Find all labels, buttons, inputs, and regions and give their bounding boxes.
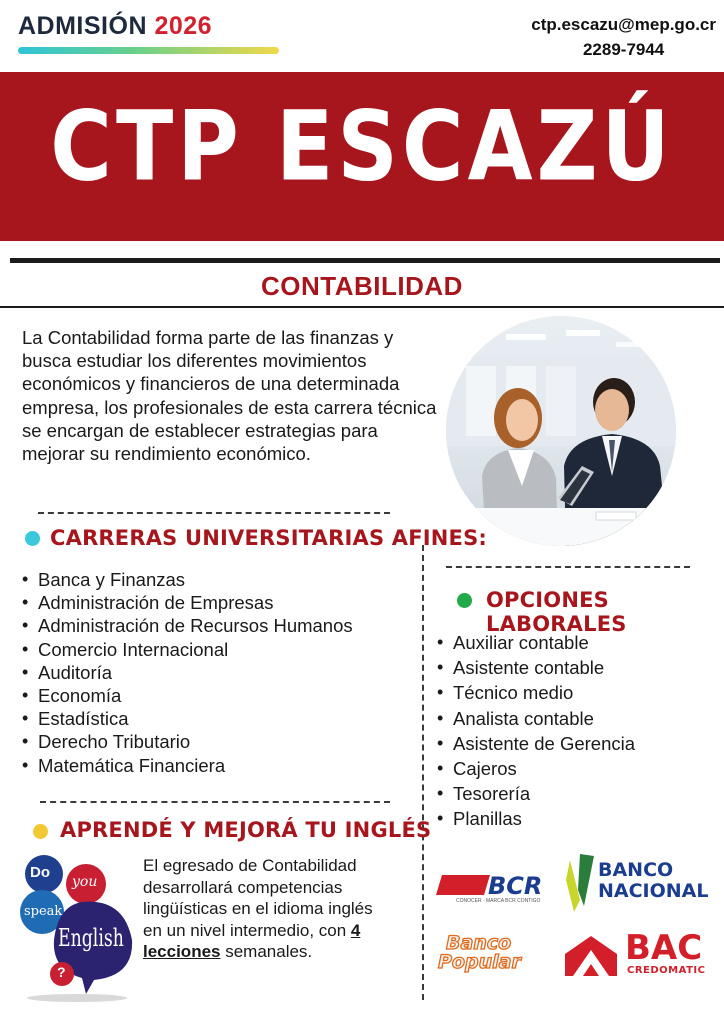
opciones-bullet-dot [457,593,472,608]
meeting-illustration [446,316,676,546]
banco-popular-line2: Popular [438,951,521,973]
admission-text: ADMISIÓN [18,12,147,40]
ingles-bullet-dot [33,824,48,839]
list-item: • Estadística [22,707,422,730]
ingles-text-after: semanales. [220,942,313,961]
bubble-you: you [72,874,98,890]
ingles-lessons: 4 lecciones [143,920,361,961]
banco-nacional-logo [566,850,710,912]
ingles-text-before: El egresado de Contabilidad desarrollará competencias lingüísticas en el idioma inglés en un nivel intermedio, con [143,856,373,940]
list-item: • Técnico medio [437,680,707,705]
list-item: • Banca y Finanzas [22,568,422,591]
contact-email[interactable]: ctp.escazu@mep.go.cr [531,15,716,34]
list-item: • Tesorería [437,781,707,806]
list-item: • Comercio Internacional [22,638,422,661]
divider-thin [0,306,724,308]
carreras-list [22,568,422,777]
banco-nacional-line1: BANCO [598,859,674,881]
ingles-heading: APRENDÉ Y MEJORÁ TU INGLÉS [60,818,432,842]
carreras-bullet-dot [25,531,40,546]
ingles-description [143,855,393,963]
list-item: • Planillas [437,806,707,831]
bac-house-icon [565,936,617,976]
list-item: • Administración de Recursos Humanos [22,614,422,637]
bubble-english: English [58,924,124,952]
banco-popular-line1: Banco [446,932,512,954]
program-description: La Contabilidad forma parte de las finanzas y busca estudiar los diferentes movimientos económicos y financieros de una determinada empresa, los profesionales de esta carrera técnica se encargan de establecer estrategias para mejorar su rendimiento económico. [22,327,437,465]
list-item: • Auditoría [22,661,422,684]
speak-english-illustration [14,852,140,1002]
list-item: • Derecho Tributario [22,730,422,753]
bac-subtext: CREDOMATIC [627,965,706,976]
list-item: • Cajeros [437,756,707,781]
divider-dashed-carreras [38,512,390,514]
divider-thick [10,258,720,263]
bubble-do: Do [30,864,50,881]
banco-popular-logo [434,932,544,976]
list-item: • Economía [22,684,422,707]
bcr-logo [436,872,543,906]
opciones-heading: OPCIONES LABORALES [486,588,627,636]
divider-dashed-right [446,566,690,568]
list-item: • Auxiliar contable [437,630,707,655]
banco-nacional-line2: NACIONAL [598,880,709,902]
carreras-heading: CARRERAS UNIVERSITARIAS AFINES: [50,526,488,550]
bubble-speak: speak [24,904,63,919]
banco-nacional-leaf-icon [566,850,598,912]
bcr-text: BCR [488,872,543,900]
program-title: CONTABILIDAD [261,271,463,301]
school-title: CTP ESCAZÚ [50,90,674,203]
list-item: • Asistente de Gerencia [437,731,707,756]
divider-dashed-ingles [40,801,390,803]
list-item: • Asistente contable [437,655,707,680]
list-item: • Matemática Financiera [22,754,422,777]
admission-label [18,12,212,41]
bcr-subtext: CONOCER · MARCA BCR CONTIGO [456,898,541,904]
list-item: • Analista contable [437,706,707,731]
list-item: • Administración de Empresas [22,591,422,614]
bac-credomatic-logo [565,930,713,978]
admission-underline [18,47,279,54]
admission-year: 2026 [154,12,213,40]
opciones-list [437,630,707,832]
bac-text: BAC [625,928,703,968]
bubble-question: ? [57,964,66,980]
business-meeting-photo [446,316,676,546]
divider-dashed-vertical [422,545,424,1000]
bcr-stripe-icon [436,875,490,895]
contact-block [531,12,716,62]
contact-phone[interactable]: 2289-7944 [582,40,665,59]
